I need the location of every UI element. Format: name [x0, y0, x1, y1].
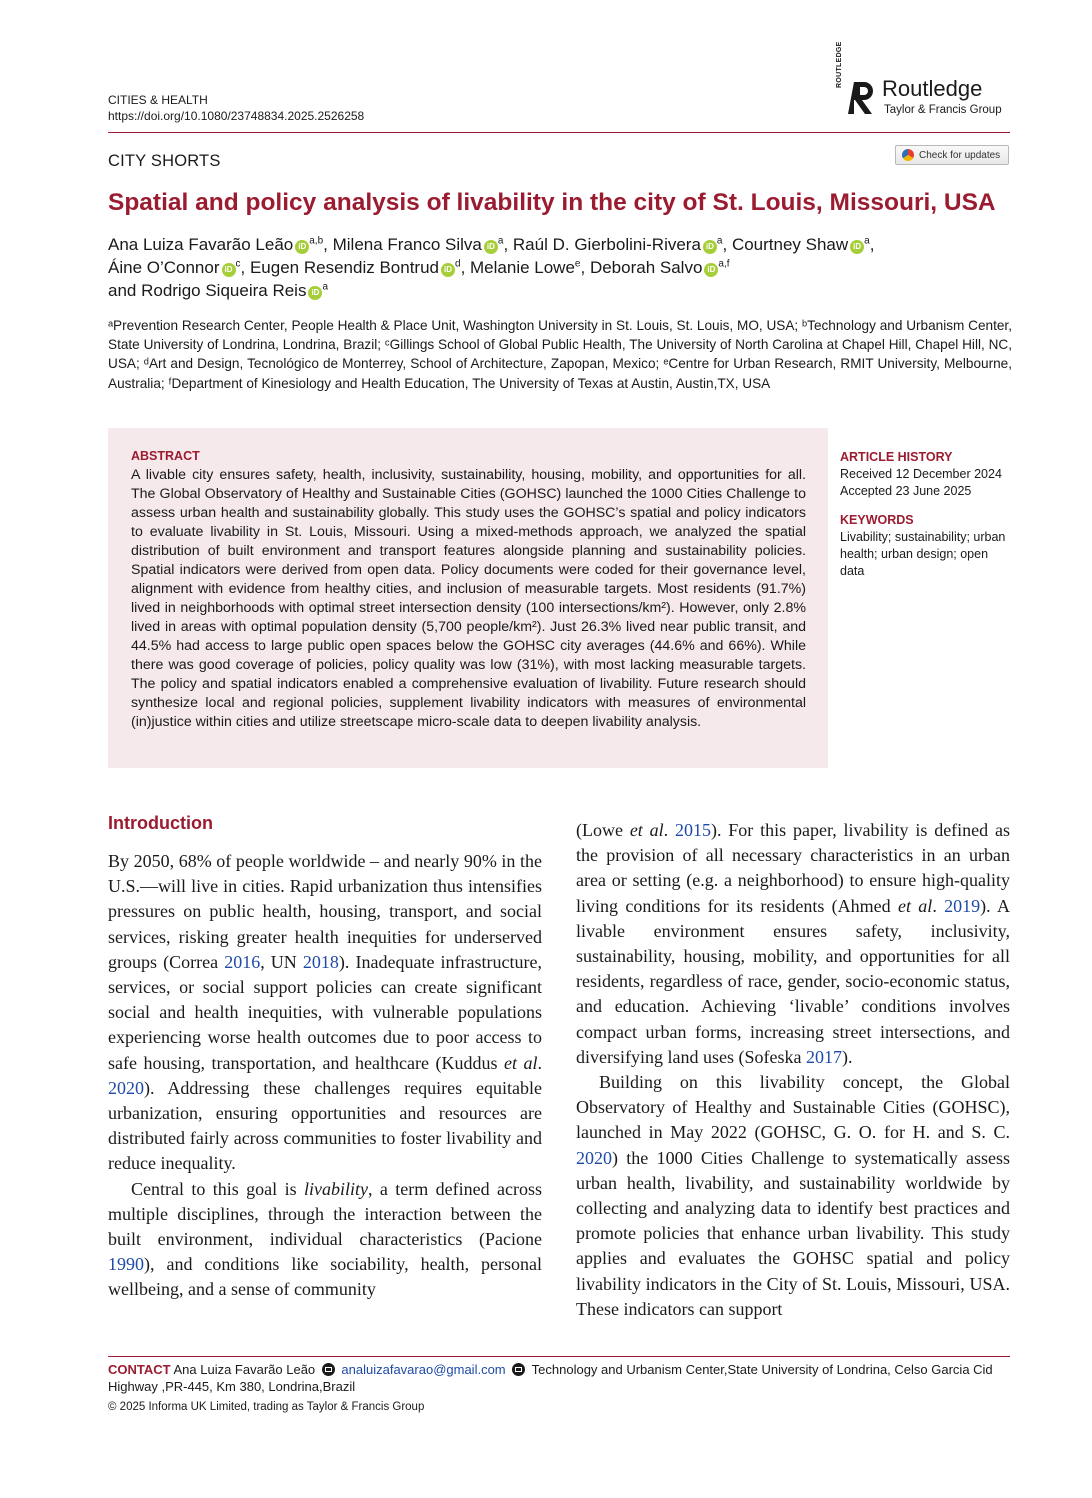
- text-run: , UN: [260, 951, 303, 972]
- author-name[interactable]: Eugen Resendiz Bontrud: [249, 258, 439, 277]
- check-for-updates-button[interactable]: [895, 145, 1009, 165]
- text-run: Building on this livability concept, the Global Observatory of Healthy and Sustainable Cities (GOHSC), launched in May 2022 (GOHSC, G. O. for H. and S. C.: [576, 1072, 1010, 1143]
- keywords-heading: KEYWORDS: [840, 513, 914, 527]
- author-separator: ,: [580, 258, 590, 277]
- citation-link[interactable]: 2019: [944, 895, 981, 916]
- italic-text: et al: [503, 1052, 538, 1073]
- author-affiliation-marker: a: [322, 281, 329, 293]
- author-separator: ,: [722, 235, 732, 254]
- text-run: ). Addressing these challenges requires equitable urbanization, ensuring opportunities and resources are distributed fairly across communities to foster livability and reduce inequality.: [108, 1077, 542, 1174]
- author-affiliation-marker: a: [864, 235, 870, 247]
- author-affiliation-marker: a: [497, 235, 504, 247]
- author-affiliation-marker: d: [455, 258, 461, 270]
- affiliations: ᵃPrevention Research Center, People Health & Place Unit, Washington University in St. Louis, St. Louis, MO, USA; ᵇTechnology and Urbanism Center, State University of Londrina, Londrina, Brazil; ᶜGillings School of Global Public Health, The University of North Carolina at Chapel Hill, Chapel Hill, NC, USA; ᵈArt and Design, Tecnológico de Monterrey, School of Architecture, Zapopan, Mexico; ᵉCentre for Urban Research, RMIT University, Melbourne, Australia; ᶠDepartment of Kinesiology and Health Education, The University of Texas at Austin, Austin,TX, USA: [108, 318, 1012, 391]
- routledge-logo-icon: [840, 78, 880, 118]
- author-separator: ,: [869, 235, 875, 254]
- body-column-left: [108, 849, 542, 1303]
- introduction-heading: Introduction: [108, 813, 213, 833]
- author-name[interactable]: Deborah Salvo: [589, 258, 703, 277]
- author-affiliation-marker: a,f: [718, 258, 730, 270]
- italic-text: livability: [303, 1178, 368, 1199]
- text-run: Central to this goal is: [131, 1178, 304, 1199]
- citation-link[interactable]: 2020: [576, 1147, 612, 1168]
- check-for-updates-label: Check for updates: [919, 149, 1001, 161]
- body-column-right: [576, 818, 1010, 1322]
- publisher-vertical-text: ROUTLEDGE: [836, 41, 843, 88]
- contact-email[interactable]: analuizafavarao@gmail.com: [341, 1362, 506, 1377]
- keywords-list: Livability; sustainability; urban health; urban design; open data: [840, 530, 1006, 578]
- contact-info: [108, 1361, 1012, 1395]
- citation-link[interactable]: 2016: [224, 951, 261, 972]
- header-rule: [108, 132, 1010, 133]
- orcid-icon[interactable]: iD: [703, 240, 717, 254]
- citation-link[interactable]: 2015: [674, 820, 711, 840]
- text-run: .: [663, 820, 675, 840]
- italic-text: et al: [897, 895, 933, 916]
- journal-header: [108, 92, 364, 124]
- publisher-subtitle: Taylor & Francis Group: [884, 104, 1002, 116]
- author-name[interactable]: Milena Franco Silva: [332, 235, 482, 254]
- abstract-heading: ABSTRACT: [131, 449, 200, 463]
- body-paragraph: [108, 1177, 542, 1303]
- section-label: CITY SHORTS: [108, 152, 221, 170]
- orcid-icon[interactable]: iD: [295, 240, 309, 254]
- citation-link[interactable]: 2018: [302, 951, 339, 972]
- contact-label: CONTACT: [108, 1362, 171, 1377]
- author-affiliation-marker: c: [235, 258, 241, 270]
- author-line: [108, 233, 1018, 256]
- orcid-icon[interactable]: iD: [850, 240, 864, 254]
- author-name[interactable]: and Rodrigo Siqueira Reis: [108, 281, 307, 300]
- publisher-name: Routledge: [882, 76, 983, 101]
- orcid-icon[interactable]: iD: [222, 263, 236, 277]
- text-run: ). For this paper, livability is defined as the provision of all necessary characteristics in an urban area or setting (e.g. a neighborhood) to ensure high-quality living conditions for its residents (Ahmed: [576, 820, 1010, 916]
- contact-name: Ana Luiza Favarão Leão: [173, 1362, 316, 1377]
- italic-text: et al: [629, 820, 664, 840]
- text-run: ). Inadequate infrastructure, services, or social support policies can create significant social and health inequities, with vulnerable populations experiencing worse health outcomes due to poor access to safe housing, transportation, and healthcare (Kuddus: [108, 951, 543, 1073]
- author-affiliation-marker: a,b: [309, 235, 324, 247]
- author-name[interactable]: Melanie Lowe: [470, 258, 575, 277]
- author-separator: ,: [503, 235, 513, 254]
- footer-rule: [108, 1356, 1010, 1357]
- author-affiliation-marker: a: [716, 235, 723, 247]
- accepted-date: Accepted 23 June 2025: [840, 484, 972, 498]
- text-run: .: [932, 895, 945, 916]
- citation-link[interactable]: 2020: [108, 1077, 144, 1098]
- author-line: [108, 256, 1018, 279]
- citation-link[interactable]: 1990: [108, 1254, 144, 1275]
- text-run: (Lowe: [576, 820, 630, 840]
- publisher-logo: [836, 41, 1010, 120]
- author-name[interactable]: Courtney Shaw: [731, 235, 849, 254]
- text-run: , a term defined across multiple disciplines, through the interaction between the built environment, individual characteristics (Pacione: [108, 1178, 542, 1250]
- author-name[interactable]: Áine O’Connor: [108, 258, 220, 277]
- contact-address: Technology and Urbanism Center,State University of Londrina, Celso Garcia Cid Highway ,PR-445, Km 380, Londrina,Brazil: [108, 1362, 993, 1394]
- text-run: ), and conditions like sociability, health, personal wellbeing, and a sense of community: [108, 1254, 542, 1300]
- orcid-icon[interactable]: iD: [441, 263, 455, 277]
- copyright: © 2025 Informa UK Limited, trading as Taylor & Francis Group: [108, 1401, 425, 1413]
- body-paragraph: [576, 1070, 1010, 1322]
- author-separator: ,: [460, 258, 471, 277]
- author-name[interactable]: Ana Luiza Favarão Leão: [108, 235, 294, 254]
- orcid-icon[interactable]: iD: [484, 240, 498, 254]
- crossmark-icon: [902, 149, 914, 161]
- email-icon: [322, 1363, 335, 1376]
- author-list: [108, 233, 1018, 302]
- received-date: Received 12 December 2024: [840, 467, 1002, 481]
- abstract-text: A livable city ensures safety, health, inclusivity, sustainability, housing, mobility, and opportunities for all. The Global Observatory of Healthy and Sustainable Cities (GOHSC) launched the 1000 Cities Challenge to assess urban health and sustainability globally. This study uses the GOHSC’s spatial and policy indicators to evaluate livability in St. Louis, Missouri. Using a mixed-methods approach, we analyzed the spatial distribution of built environment and transport features alongside planning and sustainability policies. Spatial indicators were derived from open data. Policy documents were coded for their governance level, alignment with evidence from healthy cities, and inclusion of measurable targets. Most residents (91.7%) lived in neighborhoods with optimal street intersection density (100 intersections/km²). However, only 2.8% lived in areas with optimal population density (5,700 people/km²). Just 26.3% lived near public transit, and 44.5% had access to large public open spaces below the GOHSC city averages (44.6% and 66%). While there was good coverage of policies, policy quality was low (31%), with most lacking measurable targets. The policy and spatial indicators enabled a comprehensive evaluation of livability. Future research should synthesize local and regional policies, supplement livability indicators with measures of environmental (in)justice within cities and utilize streetscape micro-scale data to deepen livability analysis.: [131, 467, 806, 730]
- text-run: ).: [841, 1046, 853, 1067]
- orcid-icon[interactable]: iD: [704, 263, 718, 277]
- article-sidebar: [840, 449, 1015, 580]
- orcid-icon[interactable]: iD: [308, 286, 322, 300]
- author-name[interactable]: Raúl D. Gierbolini-Rivera: [512, 235, 701, 254]
- text-run: ). A livable environment ensures safety, inclusivity, sustainability, housing, mobility, and opportunities for all residents, regardless of race, gender, socio-economic status, and education. Achieving ‘livable’ conditions involves compact urban forms, increasing street intersections, and diversifying land uses (Sofeska: [576, 895, 1010, 1067]
- author-line: [108, 279, 1018, 302]
- citation-link[interactable]: 2017: [805, 1046, 842, 1067]
- text-run: By 2050, 68% of people worldwide – and nearly 90% in the U.S.—will live in cities. Rapid urbanization thus intensifies pressures on public health, housing, transport, and social services, risking greater health inequities for underserved groups (Correa: [108, 851, 542, 972]
- journal-name: CITIES & HEALTH: [108, 93, 208, 107]
- text-run: ) the 1000 Cities Challenge to systematically assess urban health, livability, and sustainability worldwide by collecting and analyzing data to identify best practices and promote policies that enhance urban livability. This study applies and evaluates the GOHSC spatial and policy livability indicators in the City of St. Louis, Missouri, USA. These indicators can support: [576, 1147, 1010, 1319]
- author-separator: ,: [240, 258, 250, 277]
- author-affiliation-marker: e: [574, 258, 581, 270]
- body-paragraph: [576, 818, 1010, 1070]
- author-separator: ,: [323, 235, 333, 254]
- article-title: Spatial and policy analysis of livability in the city of St. Louis, Missouri, USA: [108, 189, 996, 216]
- address-icon: [512, 1363, 525, 1376]
- article-history-heading: ARTICLE HISTORY: [840, 450, 953, 464]
- text-run: .: [537, 1052, 542, 1073]
- doi-link[interactable]: https://doi.org/10.1080/23748834.2025.2526258: [108, 109, 365, 123]
- body-paragraph: [108, 849, 542, 1177]
